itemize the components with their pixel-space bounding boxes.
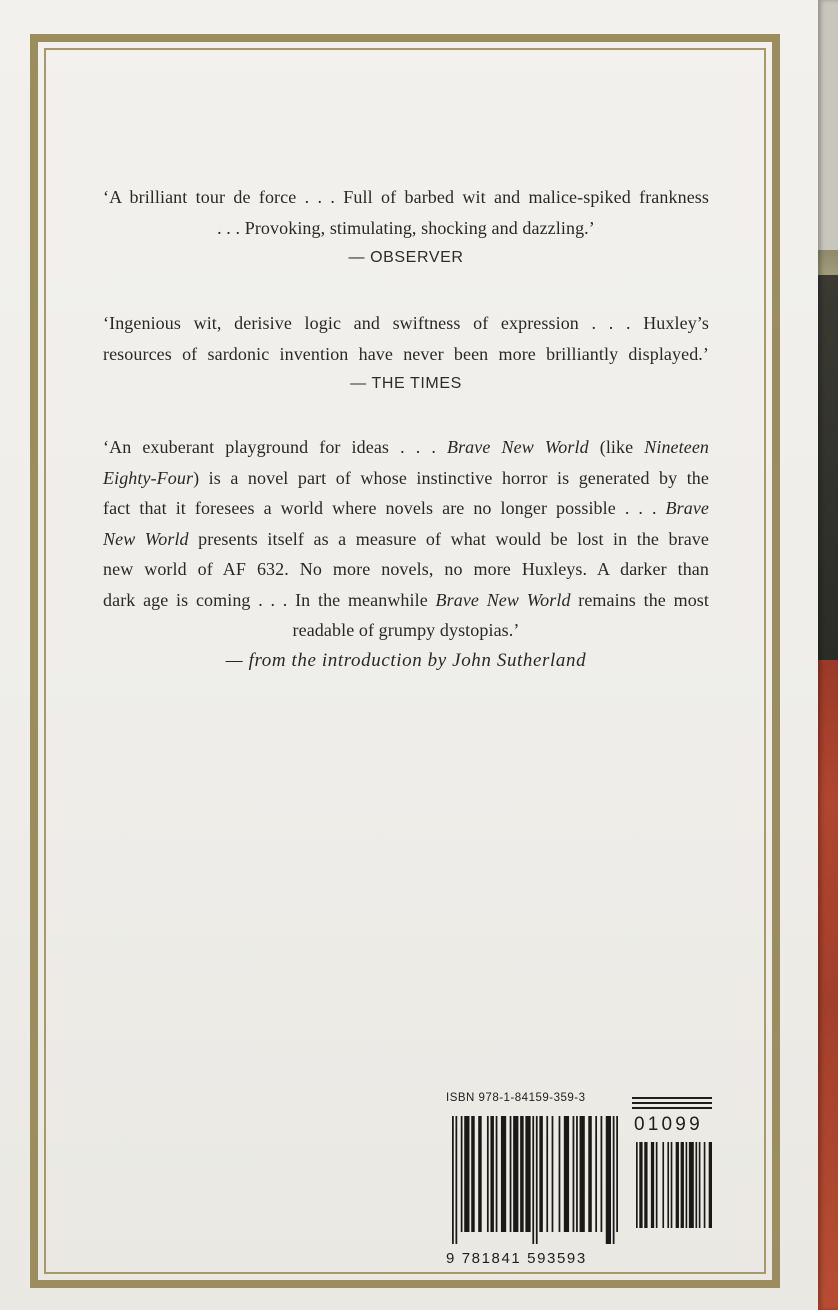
barcode-bar bbox=[686, 1142, 688, 1228]
price-addon-rule bbox=[632, 1097, 712, 1109]
barcode-bar bbox=[595, 1116, 597, 1232]
barcode-bar bbox=[606, 1116, 611, 1244]
barcode-bar bbox=[576, 1116, 578, 1232]
barcode-digits: 9 781841 593593 bbox=[446, 1250, 587, 1267]
blurb-line bbox=[103, 585, 709, 616]
barcode-bar bbox=[580, 1116, 585, 1232]
barcode-bar bbox=[513, 1116, 518, 1232]
barcode-bar bbox=[501, 1116, 506, 1232]
book-title: Eighty-Four bbox=[103, 467, 194, 488]
book-title: Brave New World bbox=[435, 589, 571, 610]
barcode-bar bbox=[546, 1116, 548, 1232]
barcode-bar bbox=[559, 1116, 561, 1232]
book-spine-edge bbox=[818, 0, 838, 1310]
blurb-introduction bbox=[103, 432, 709, 676]
barcode-bar bbox=[662, 1142, 664, 1228]
barcode-bar bbox=[704, 1142, 706, 1228]
barcode-bar bbox=[455, 1116, 457, 1244]
barcode-bar bbox=[510, 1116, 512, 1232]
price-addon-digits: 01099 bbox=[634, 1114, 703, 1135]
blurb-line bbox=[103, 463, 709, 494]
barcode-bar bbox=[464, 1116, 469, 1232]
barcode-bar bbox=[639, 1142, 642, 1228]
barcode-bar bbox=[636, 1142, 638, 1228]
barcode-ean13 bbox=[452, 1116, 618, 1244]
text-run: dark age is coming . . . In the meanwhile bbox=[103, 589, 436, 610]
isbn-label: ISBN 978-1-84159-359-3 bbox=[446, 1092, 586, 1104]
book-title: Brave New World bbox=[446, 437, 589, 457]
barcode-bar bbox=[699, 1142, 701, 1228]
barcode-bar bbox=[471, 1116, 474, 1232]
blurb-observer bbox=[103, 182, 709, 273]
blurb-line bbox=[103, 524, 709, 555]
barcode-bar bbox=[564, 1116, 569, 1232]
barcode-addon bbox=[636, 1142, 712, 1228]
blurb-line: ‘Ingenious wit, derisive logic and swiftness of expression . . . Huxley’s bbox=[103, 313, 709, 333]
barcode-bar bbox=[539, 1116, 542, 1232]
book-title: Brave bbox=[665, 498, 709, 518]
barcode-bar bbox=[695, 1142, 697, 1228]
blurb-line: resources of sardonic invention have never been more brilliantly displayed.’ bbox=[103, 343, 709, 364]
barcode-bar bbox=[671, 1142, 673, 1228]
blurb-line: new world of AF 632. No more novels, no more Huxleys. A darker than bbox=[103, 559, 709, 579]
barcode-bar bbox=[676, 1142, 679, 1228]
barcode-bar bbox=[667, 1142, 669, 1228]
blurb-line: ‘A brilliant tour de force . . . Full of barbed wit and malice-spiked frankness bbox=[103, 187, 709, 207]
blurb-attribution: — OBSERVER bbox=[348, 249, 464, 266]
book-title: New World bbox=[103, 528, 189, 549]
blurb-line: readable of grumpy dystopias.’ bbox=[292, 620, 520, 640]
barcode-bar bbox=[613, 1116, 615, 1244]
barcode-bar bbox=[452, 1116, 454, 1244]
blurb-times bbox=[103, 308, 709, 399]
blurb-line bbox=[103, 432, 709, 463]
barcode-bar bbox=[601, 1116, 603, 1232]
barcode-bar bbox=[681, 1142, 684, 1228]
book-title: Nineteen bbox=[644, 437, 710, 457]
text-run: ) is a novel part of whose instinctive horror is generated by the bbox=[193, 467, 709, 488]
blurb-line bbox=[103, 493, 709, 524]
barcode-bar bbox=[496, 1116, 498, 1232]
barcode-bar bbox=[709, 1142, 712, 1228]
barcode-bar bbox=[651, 1142, 654, 1228]
barcode-bar bbox=[487, 1116, 489, 1232]
text-run: remains the most bbox=[570, 589, 709, 610]
barcode-bar bbox=[616, 1116, 618, 1232]
barcode-bar bbox=[520, 1116, 523, 1232]
barcode-bar bbox=[588, 1116, 591, 1232]
barcode-bar bbox=[689, 1142, 694, 1228]
barcode-bar bbox=[490, 1116, 493, 1232]
text-run: fact that it foresees a world where novels are no longer possible . . . bbox=[103, 498, 666, 518]
barcode-bar bbox=[525, 1116, 530, 1232]
barcode-bar bbox=[552, 1116, 554, 1232]
barcode-bar bbox=[478, 1116, 481, 1232]
blurb-attribution: — THE TIMES bbox=[350, 375, 462, 392]
blurb-attribution: — from the introduction by John Sutherland bbox=[225, 649, 587, 671]
barcode-bar bbox=[461, 1116, 463, 1232]
text-run: presents itself as a measure of what would be lost in the brave bbox=[188, 528, 709, 549]
text-run: (like bbox=[588, 437, 645, 457]
barcode-bar bbox=[656, 1142, 658, 1228]
barcode-bar bbox=[573, 1116, 575, 1232]
barcode-bar bbox=[536, 1116, 538, 1244]
blurb-line: . . . Provoking, stimulating, shocking and dazzling.’ bbox=[217, 217, 595, 238]
barcode-bar bbox=[532, 1116, 534, 1244]
barcode-bar bbox=[644, 1142, 647, 1228]
text-run: ‘An exuberant playground for ideas . . . bbox=[103, 437, 447, 457]
